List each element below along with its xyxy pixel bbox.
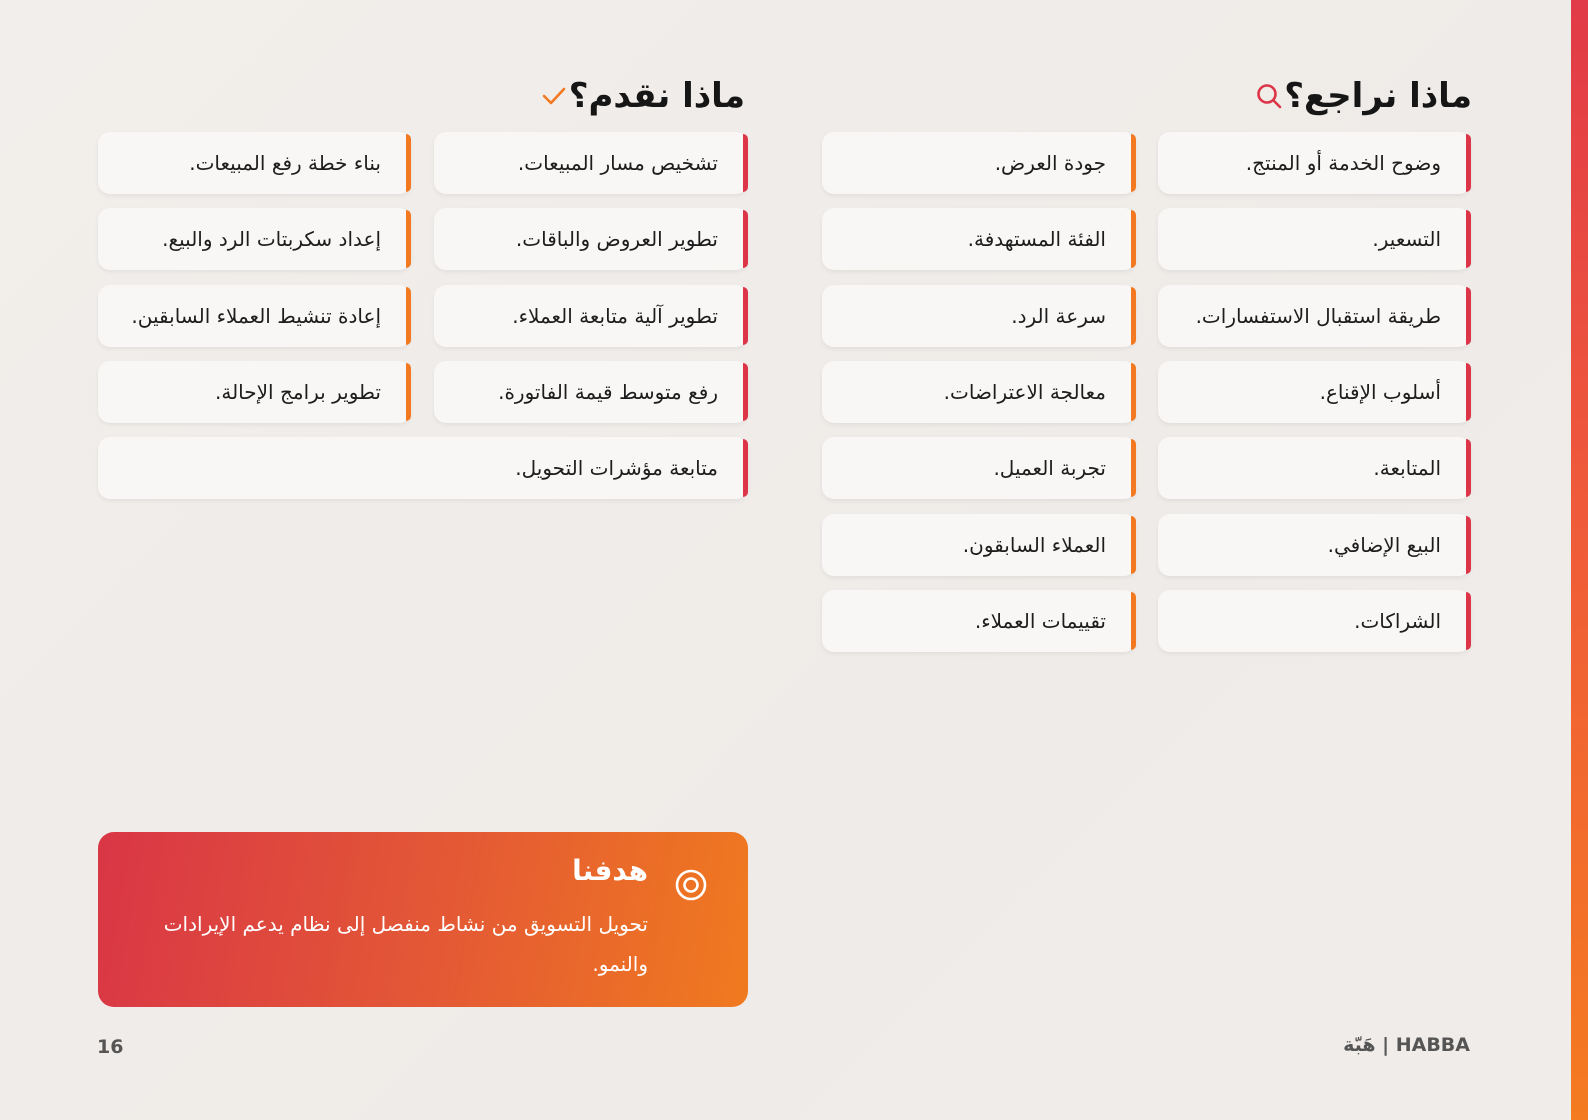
target-icon — [674, 868, 708, 902]
review-item: البيع الإضافي. — [1158, 514, 1471, 576]
offer-item: إعادة تنشيط العملاء السابقين. — [98, 285, 411, 347]
review-section-header — [1236, 70, 1472, 122]
review-item: الشراكات. — [1158, 590, 1471, 652]
review-item: التسعير. — [1158, 208, 1471, 270]
brand-footer: HABBA | هَبّة — [1343, 1034, 1470, 1056]
review-item: طريقة استقبال الاستفسارات. — [1158, 285, 1471, 347]
check-icon — [539, 81, 569, 111]
review-item: أسلوب الإقناع. — [1158, 361, 1471, 423]
offer-item: إعداد سكربتات الرد والبيع. — [98, 208, 411, 270]
review-item: وضوح الخدمة أو المنتج. — [1158, 132, 1471, 194]
goal-text: تحويل التسويق من نشاط منفصل إلى نظام يدعم الإيرادات والنمو. — [163, 912, 648, 976]
offer-item-wide: متابعة مؤشرات التحويل. — [98, 437, 748, 499]
goal-title: هدفنا — [572, 854, 648, 887]
offer-section-title: ماذا نقدم؟ — [568, 76, 745, 116]
review-section-title: ماذا نراجع؟ — [1284, 76, 1472, 116]
offer-item: تطوير العروض والباقات. — [434, 208, 748, 270]
review-item: جودة العرض. — [822, 132, 1136, 194]
search-icon — [1254, 81, 1284, 111]
review-item: معالجة الاعتراضات. — [822, 361, 1136, 423]
offer-item: تطوير آلية متابعة العملاء. — [434, 285, 748, 347]
offer-section-header — [521, 70, 745, 122]
offer-item: تشخيص مسار المبيعات. — [434, 132, 748, 194]
review-item: المتابعة. — [1158, 437, 1471, 499]
review-item: تجربة العميل. — [822, 437, 1136, 499]
review-item: سرعة الرد. — [822, 285, 1136, 347]
review-item: الفئة المستهدفة. — [822, 208, 1136, 270]
page-number: 16 — [97, 1036, 124, 1058]
side-accent-bar — [1571, 0, 1588, 1120]
review-item: تقييمات العملاء. — [822, 590, 1136, 652]
goal-box — [98, 832, 748, 1007]
offer-item: رفع متوسط قيمة الفاتورة. — [434, 361, 748, 423]
offer-item: بناء خطة رفع المبيعات. — [98, 132, 411, 194]
review-item: العملاء السابقون. — [822, 514, 1136, 576]
offer-item: تطوير برامج الإحالة. — [98, 361, 411, 423]
